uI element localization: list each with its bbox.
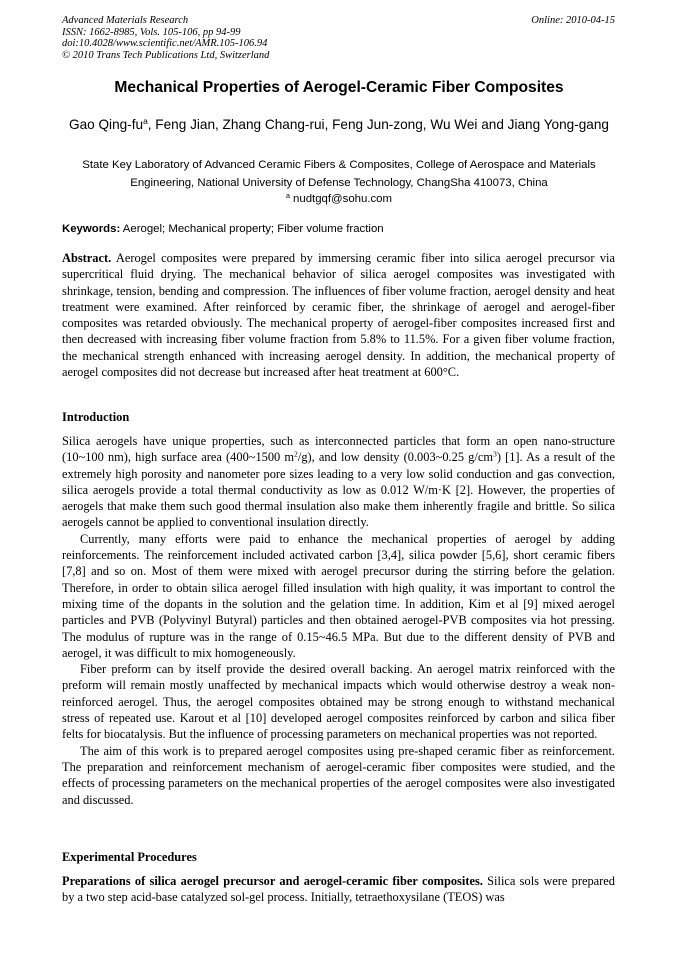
intro-paragraph-1	[62, 433, 615, 531]
intro-p1-c: ) [1]. As a result of the extremely high porosity and nanometer pore sizes leading to a very low solid conduction and gas convection, silica aerogels provide a total thermal conductivity as low as 0.012 W/m·K [2]. However, the properties of aerogels that make them such good thermal insulation also make them inherently fragile and brittle. So silica aerogels cannot be applied to conventional insulation directly.	[62, 450, 615, 530]
section-heading-experimental: Experimental Procedures	[62, 850, 197, 864]
online-date: Online: 2010-04-15	[531, 15, 615, 26]
intro-paragraph-2: Currently, many efforts were paid to enhance the mechanical properties of aerogel by adding reinforcements. The reinforcement included activated carbon [3,4], silica powder [5,6], short ceramic fibers [7,8] and so on. Most of them were mixed with aerogel precursor during the stirring before the gelation. Therefore, in order to obtain silica aerogel filled insulation with high quality, it was important to control the mixing time of the dopants in the solution and the gelation time. In addition, Kim et al [9] mixed aerogel particles and PVB (Polyvinyl Butyral) particles and then obtained aerogel-PVB composites via hot pressing. The modulus of rupture was in the range of 0.15~46.5 MPa. But due to the different density of PVB and aerogel, it was difficult to mix homogeneously.	[62, 531, 615, 660]
abstract-text: Aerogel composites were prepared by immersing ceramic fiber into silica aerogel precursor via supercritical fluid drying. The mechanical behavior of silica aerogel composites was investigated with shrinkage, tension, bending and compression. The influences of fiber volume fraction, aerogel density and heat treatment were examined. After reinforced by ceramic fiber, the shrinkage of aerogel and aerogel-fiber composites was retarded obviously. The mechanical property of aerogel-fiber composites increased first and then decreased with increasing fiber volume fraction from 5.8% to 11.5%. For a given fiber volume fraction, the mechanical strength enhanced with increasing aerogel density. In addition, the mechanical property of aerogel composites did not decrease but increased after heat treatment at 600°C.	[62, 251, 615, 380]
author-rest: , Feng Jian, Zhang Chang-rui, Feng Jun-zong, Wu Wei and Jiang Yong-gang	[147, 117, 609, 132]
subsection-label: Preparations of silica aerogel precursor and aerogel-ceramic fiber composites.	[62, 874, 483, 888]
abstract	[62, 250, 615, 380]
abstract-label: Abstract.	[62, 251, 112, 265]
author-first: Gao Qing-fu	[69, 117, 144, 132]
author-list	[60, 115, 618, 135]
email-sup: a	[285, 192, 290, 200]
author-sup: a	[143, 115, 148, 126]
contact-email	[62, 193, 616, 205]
issn: ISSN: 1662-8985, Vols. 105-106, pp 94-99	[62, 26, 241, 38]
intro-p1-b: /g), and low density (0.003~0.25 g/cm	[297, 450, 493, 465]
intro-p1-sup2: 3	[492, 449, 497, 459]
keywords-label: Keywords:	[62, 223, 121, 235]
section-heading-introduction: Introduction	[62, 410, 130, 424]
intro-p1-sup1: 2	[294, 449, 298, 459]
journal-name: Advanced Materials Research	[62, 15, 189, 26]
paper-title: Mechanical Properties of Aerogel-Ceramic Fiber Composites	[114, 79, 564, 96]
keywords-text: Aerogel; Mechanical property; Fiber volume fraction	[120, 223, 384, 235]
journal-header	[62, 15, 269, 61]
introduction-body	[62, 433, 615, 808]
email-address: nudtgqf@sohu.com	[289, 193, 393, 205]
experimental-text: Silica sols were prepared by a two step acid-base catalyzed sol-gel process. Initially, tetraethoxysilane (TEOS) was	[62, 874, 615, 905]
intro-paragraph-4: The aim of this work is to prepared aerogel composites using pre-shaped ceramic fiber as reinforcement. The preparation and reinforcement mechanism of aerogel-ceramic fiber composites were studied, and the effects of processing parameters on the mechanical properties of the aerogel composites were also investigated and discussed.	[62, 743, 615, 807]
keywords	[62, 223, 616, 235]
affiliation: State Key Laboratory of Advanced Ceramic Fibers & Composites, College of Aerospace and Materials Engineering, National University of Defense Technology, ChangSha 410073, China	[82, 159, 596, 189]
doi: doi:10.4028/www.scientific.net/AMR.105-106.94	[62, 38, 268, 50]
experimental-body	[62, 873, 615, 906]
copyright: © 2010 Trans Tech Publications Ltd, Switzerland	[62, 49, 270, 61]
intro-p1-a: Silica aerogels have unique properties, such as interconnected particles that form an open nano-structure (10~100 nm), high surface area (400~1500 m	[62, 434, 615, 465]
intro-paragraph-3: Fiber preform can by itself provide the desired overall backing. An aerogel matrix reinforced with the preform will remain mostly unaffected by mechanical impacts which would otherwise destroy a weak non-reinforced aerogel. Thus, the aerogel composites obtained may be strong enough to withstand mechanical stress of repeated use. Karout et al [10] developed aerogel composites reinforced by carbon and silica fiber felts for biocatalysis. But the influence of processing parameters on mechanical properties was not reported.	[62, 662, 615, 742]
